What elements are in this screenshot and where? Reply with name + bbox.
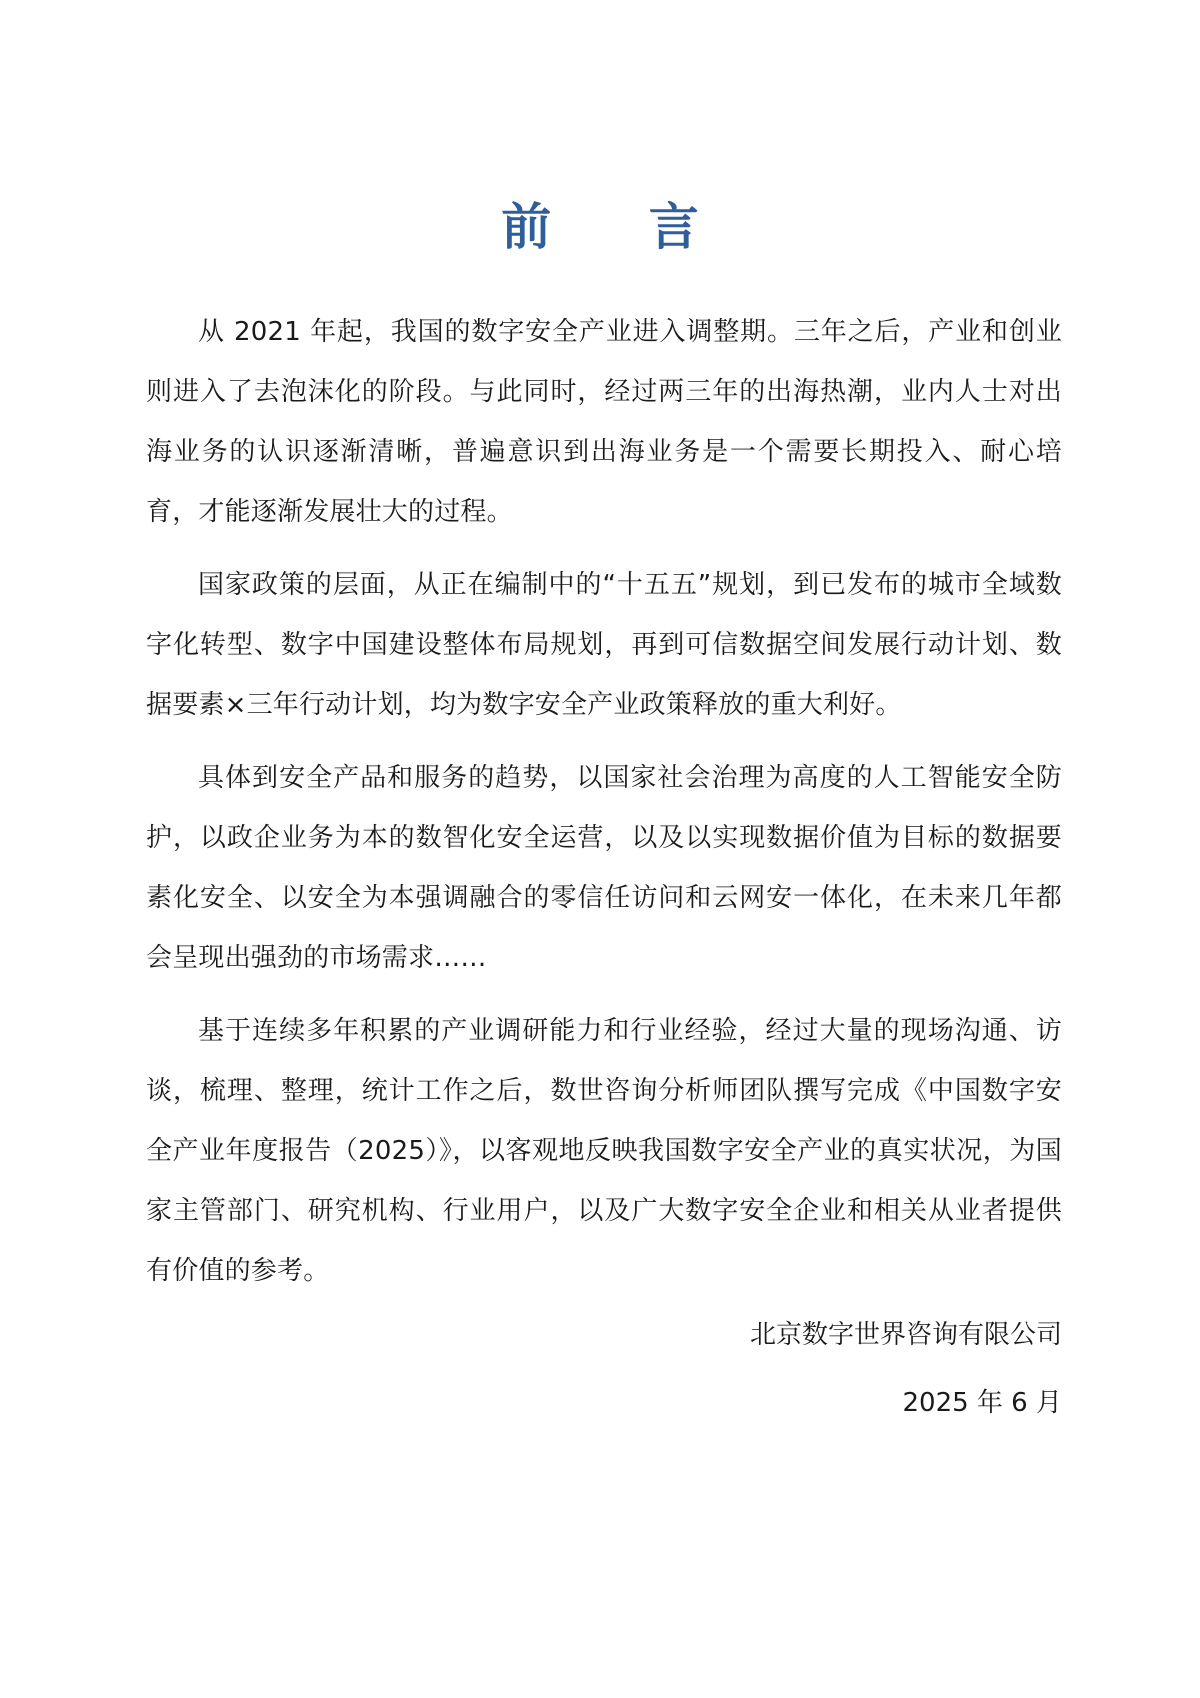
paragraph-1: 从 2021 年起，我国的数字安全产业进入调整期。三年之后，产业和创业则进入了去泡沫化的阶段。与此同时，经过两三年的出海热潮，业内人士对出海业务的认识逐渐清晰，普遍意识到出海业务是一个需要长期投入、耐心培育，才能逐渐发展壮大的过程。 — [146, 317, 1062, 527]
paragraph-2: 国家政策的层面，从正在编制中的“十五五”规划，到已发布的城市全域数字化转型、数字中国建设整体布局规划，再到可信数据空间发展行动计划、数据要素×三年行动计划，均为数字安全产业政策释放的重大利好。 — [146, 570, 1062, 720]
preface-body — [146, 302, 1062, 1314]
signature-date: 2025 年 6 月 — [902, 1388, 1062, 1418]
signature-company: 北京数字世界咨询有限公司 — [749, 1320, 1062, 1350]
paragraph-4: 基于连续多年积累的产业调研能力和行业经验，经过大量的现场沟通、访谈，梳理、整理，统计工作之后，数世咨询分析师团队撰写完成《中国数字安全产业年度报告（2025）》，以客观地反映我国数字安全产业的真实状况，为国家主管部门、研究机构、行业用户，以及广大数字安全企业和相关从业者提供有价值的参考。 — [146, 1016, 1062, 1286]
page-title: 前 言 — [501, 197, 739, 256]
paragraph-3: 具体到安全产品和服务的趋势，以国家社会治理为高度的人工智能安全防护，以政企业务为本的数智化安全运营，以及以实现数据价值为目标的数据要素化安全、以安全为本强调融合的零信任访问和云网安一体化，在未来几年都会呈现出强劲的市场需求…… — [146, 763, 1062, 973]
